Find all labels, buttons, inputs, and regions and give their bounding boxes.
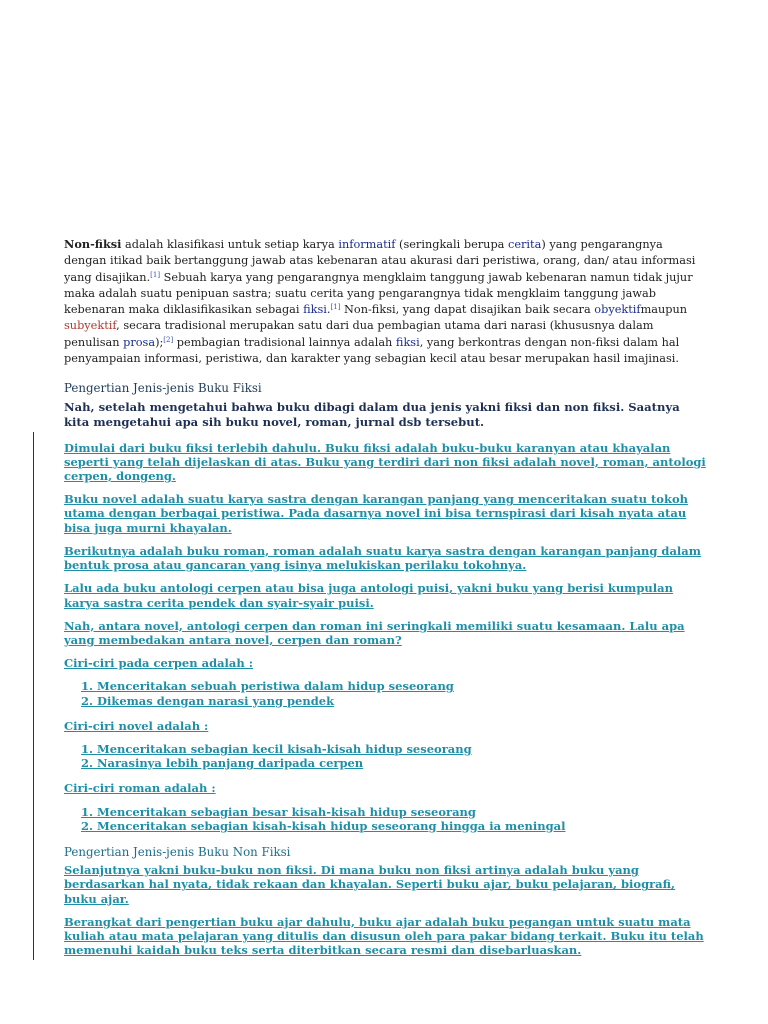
- link-informatif[interactable]: informatif: [338, 238, 396, 251]
- link-fiksi-2[interactable]: fiksi: [395, 335, 420, 349]
- list-item: 2. Menceritakan sebagian kisah-kisah hidup seseorang hingga ia meningal: [81, 818, 566, 833]
- para-berangkat: Berangkat dari pengertian buku ajar dahulu, buku ajar adalah buku pegangan untuk suatu mata kuliah atau mata pelajaran yang ditulis dan disusun oleh para pakar bidang terkait. Buku itu telah memenuhi kaidah buku teks serta diterbitkan secara resmi dan disebarluaskan.: [64, 914, 704, 958]
- link-obyektif[interactable]: obyektif: [594, 303, 641, 317]
- list-item: 2. Dikemas dengan narasi yang pendek: [81, 693, 335, 708]
- para-novel: Buku novel adalah suatu karya sastra dengan karangan panjang yang menceritakan suatu tokoh utama dengan berbagai peristiwa. Pada dasarnya novel ini bisa ternspirasi dari kisah nyata atau bisa juga murni khayalan.: [64, 492, 688, 535]
- para-nah: Nah, setelah mengetahui bahwa buku dibagi dalam dua jenis yakni fiksi dan non fiksi. Saatnya kita mengetahui apa sih buku novel, roman, jurnal dsb tersebut.: [64, 399, 680, 430]
- para-dimulai: Dimulai dari buku fiksi terlebih dahulu. Buku fiksi adalah buku-buku karanyan atau khayalan seperti yang telah dijelaskan di atas. Buku yang terdiri dari non fiksi adalah novel, roman, antologi cerpen, dongeng.: [64, 440, 706, 484]
- intro-text: , yang berkontras dengan non-fiksi dalam hal penyampaian informasi, peristiwa, dan karakter yang sebagian kecil atau besar merupakan hasil imajinasi.: [64, 335, 680, 366]
- margin-rule: [33, 432, 34, 960]
- cerpen-list: [64, 679, 706, 707]
- intro-text: ) yang pengarangnya dengan itikad baik bertanggung jawab atas kebenaran atau akurasi dari peristiwa, orang, dan/ atau informasi yang disajikan.: [64, 238, 696, 284]
- link-subyektif[interactable]: subyektif: [64, 319, 117, 333]
- link-prosa[interactable]: prosa: [123, 335, 156, 349]
- roman-title: Ciri-ciri roman adalah :: [64, 781, 216, 796]
- intro-text: Sebuah karya yang pengarangnya mengklaim tanggung jawab kebenaran namun tidak jujur maka adalah suatu penipuan sastra; suatu cerita yang pengarangnya tidak mengklaim tanggung jawab kebenaran maka diklasifikasikan sebagai: [64, 270, 693, 317]
- intro-text: , secara tradisional merupakan satu dari dua pembagian utama dari narasi (khususnya dalam penulisan: [64, 319, 654, 349]
- para-roman: Berikutnya adalah buku roman, roman adalah suatu karya sastra dengan karangan panjang dalam bentuk prosa atau gancaran yang isinya melukiskan perilaku tokohnya.: [64, 543, 701, 573]
- heading-fiksi: Pengertian Jenis-jenis Buku Fiksi: [64, 381, 262, 396]
- intro-text: );: [155, 335, 164, 349]
- list-item: 1. Menceritakan sebagian besar kisah-kisah hidup seseorang: [81, 804, 476, 819]
- para-nah-2: Nah, antara novel, antologi cerpen dan roman ini seringkali memiliki suatu kesamaan. Lalu apa yang membedakan antara novel, cerpen dan roman?: [64, 618, 685, 647]
- intro-term: Non-fiksi: [64, 237, 122, 251]
- novel-title: Ciri-ciri novel adalah :: [64, 718, 209, 733]
- intro-text: Non-fiksi, yang dapat disajikan baik secara: [340, 303, 595, 317]
- link-cerita[interactable]: cerita: [508, 238, 542, 251]
- heading-nonfiksi: Pengertian Jenis-jenis Buku Non Fiksi: [64, 844, 291, 859]
- document-body: [64, 236, 706, 966]
- intro-text: maupun: [640, 303, 688, 317]
- para-selanjutnya: Selanjutnya yakni buku-buku non fiksi. Di mana buku non fiksi artinya adalah buku yang berdasarkan hal nyata, tidak rekaan dan khayalan. Seperti buku ajar, buku pelajaran, biografi, buku ajar.: [64, 863, 675, 906]
- cerpen-title: Ciri-ciri pada cerpen adalah :: [64, 656, 253, 671]
- list-item: 2. Narasinya lebih panjang daripada cerpen: [81, 756, 364, 771]
- ref-3[interactable]: [2]: [163, 335, 174, 344]
- intro-text: adalah klasifikasi untuk setiap karya: [121, 238, 339, 251]
- intro-text: (seringkali berupa: [395, 238, 509, 251]
- ref-2[interactable]: [1]: [330, 303, 341, 312]
- roman-list: [64, 805, 706, 833]
- list-item: 1. Menceritakan sebagian kecil kisah-kisah hidup seseorang: [81, 741, 472, 756]
- novel-list: [64, 742, 706, 770]
- list-item: 1. Menceritakan sebuah peristiwa dalam hidup seseorang: [81, 679, 454, 694]
- para-antologi: Lalu ada buku antologi cerpen atau bisa juga antologi puisi, yakni buku yang berisi kumpulan karya sastra cerita pendek dan syair-syair puisi.: [64, 581, 673, 610]
- link-fiksi[interactable]: fiksi: [303, 303, 327, 317]
- ref-1[interactable]: [1]: [150, 270, 161, 279]
- intro-text: pembagian tradisional lainnya adalah: [173, 335, 396, 349]
- intro-text: .: [326, 303, 331, 317]
- intro-paragraph: [64, 236, 706, 367]
